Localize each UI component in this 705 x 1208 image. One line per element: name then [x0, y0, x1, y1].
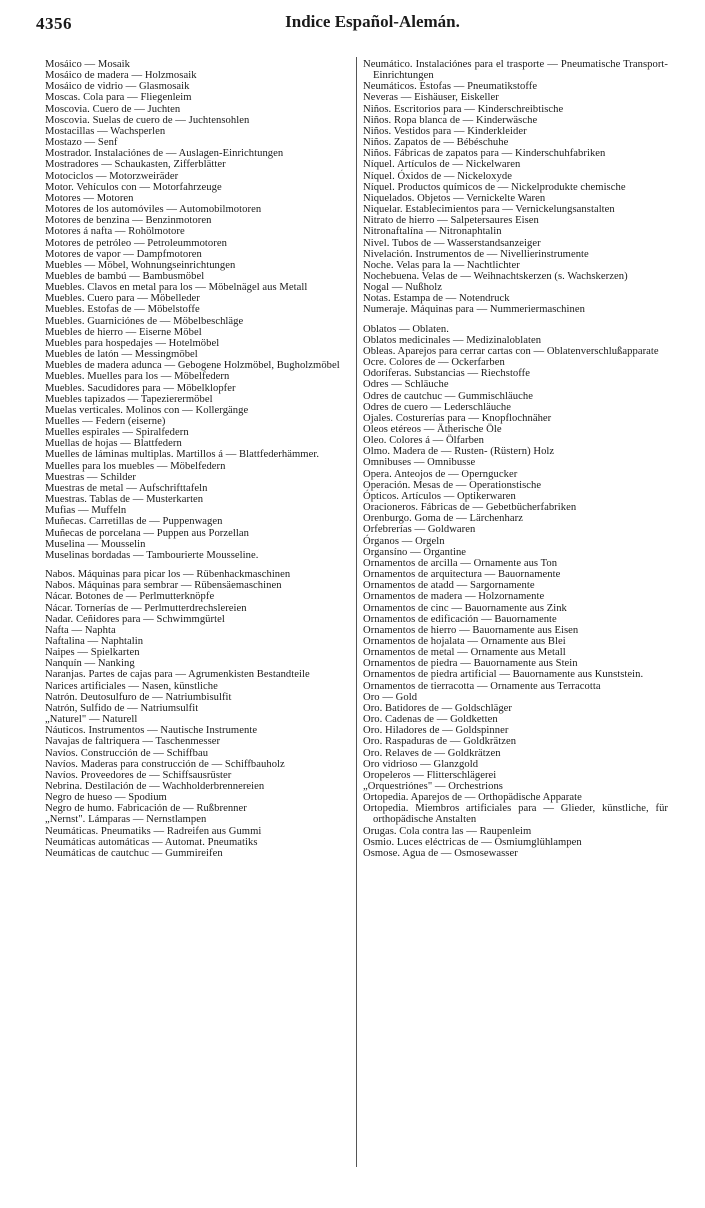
- index-entry: Moscas. Cola para — Fliegenleim: [45, 92, 192, 104]
- index-entry: Muestras — Schilder: [45, 471, 136, 483]
- index-entry: Muselinas bordadas — Tambourierte Mousseline.: [45, 549, 259, 561]
- index-entry: Muelles — Federn (eiserne): [45, 416, 166, 427]
- index-entry: Motores á nafta — Rohölmotore: [45, 226, 185, 238]
- index-entry: Ornamentos de hierro — Bauornamente aus Eisen: [363, 624, 579, 636]
- index-entry: Ornamentos de piedra — Bauornamente aus Stein: [363, 658, 578, 670]
- index-entry: Mufias — Muffeln: [45, 505, 127, 517]
- index-entry: Nabos. Máquinas para picar los — Rübenhackmaschinen: [45, 569, 291, 581]
- index-entry: Notas. Estampa de — Notendruck: [363, 293, 510, 305]
- index-entry: Osmose. Agua de — Osmosewasser: [363, 847, 518, 859]
- index-entry: Muebles de bambú — Bambusmöbel: [45, 270, 205, 282]
- index-entry: Muñecas de porcelana — Puppen aus Porzellan: [45, 527, 249, 539]
- index-entry: Muellas de hojas — Blattfedern: [45, 438, 182, 450]
- index-entry: Neumático. Instalaciónes para el trasporte — Pneumatische Transport-Einrichtungen: [363, 59, 668, 82]
- index-entry: Niños. Zapatos de — Bébéschuhe: [363, 137, 509, 149]
- index-entry: Muebles de latón — Messingmöbel: [45, 349, 198, 361]
- index-entry: Orenburgo. Goma de — Lärchenharz: [363, 513, 523, 525]
- index-entry: Muebles de hierro — Eiserne Möbel: [45, 326, 202, 338]
- index-entry: Mosáico de madera — Holzmosaik: [45, 70, 197, 82]
- index-entry: Ornamentos de piedra artificial — Bauornamente aus Kunststein.: [363, 669, 644, 681]
- index-entry: Numeraje. Máquinas para — Nummeriermaschinen: [363, 304, 585, 316]
- index-entry: Noche. Velas para la — Nachtlichter: [363, 259, 520, 271]
- index-entry: Neumáticas de cautchuc — Gummireifen: [45, 847, 223, 859]
- index-entry: Oropeleros — Flitterschlägerei: [363, 769, 497, 781]
- column-divider: [356, 57, 357, 1167]
- index-entry: Nebrina. Destilación de — Wachholderbrennereien: [45, 781, 265, 792]
- index-entry: Nochebuena. Velas de — Weihnachtskerzen (s. Wachskerzen): [363, 270, 628, 282]
- index-entry: Ornamentos de tierracotta — Ornamente aus Terracotta: [363, 680, 601, 692]
- index-entry: „Naturel" — Naturell: [45, 714, 138, 726]
- index-entry: Odoríferas. Substancias — Riechstoffe: [363, 368, 530, 380]
- index-entry: Olmo. Madera de — Rusten- (Rüstern) Holz: [363, 446, 555, 458]
- index-entry: Natrón, Sulfido de — Natriumsulfit: [45, 702, 199, 714]
- index-entry: Niños. Escritorios para — Kinderschreibtische: [363, 103, 564, 115]
- index-entry: Odres de cautchuc — Gummischläuche: [363, 390, 533, 402]
- index-entry: Odres — Schläuche: [363, 379, 449, 391]
- index-entry: Negro de hueso — Spodium: [45, 792, 167, 804]
- index-entry: Nácar. Tornerías de — Perlmutterdrechslereien: [45, 602, 247, 614]
- index-entry: Muestras. Tablas de — Musterkarten: [45, 494, 204, 506]
- index-entry: Motores de petróleo — Petroleummotoren: [45, 237, 227, 249]
- index-entry: Muebles tapizados — Tapezierermöbel: [45, 393, 213, 405]
- index-entry: Narices artificiales — Nasen, künstliche: [45, 680, 218, 692]
- index-entry: Ópticos. Artículos — Optikerwaren: [363, 490, 516, 502]
- index-entry: Navíos. Proveedores de — Schiffsausrüster: [45, 769, 232, 781]
- index-entry: Oro — Gold: [363, 691, 418, 703]
- index-entry: Muñecas. Carretillas de — Puppenwagen: [45, 516, 223, 528]
- index-entry: Nanquín — Nanking: [45, 658, 135, 670]
- index-entry: Navíos. Maderas para construcción de — Schiffbauholz: [45, 758, 285, 770]
- index-entry: Muelles de láminas multiplas. Martillos á — Blattfederhämmer.: [45, 449, 320, 461]
- index-entry: Muebles. Guarniciónes de — Möbelbeschläge: [45, 315, 244, 327]
- index-entry: Muebles. Clavos en metal para los — Möbelnägel aus Metall: [45, 282, 308, 294]
- index-entry: „Orquestriónes" — Orchestrions: [363, 781, 503, 792]
- index-entry: Muebles — Möbel, Wohnungseinrichtungen: [45, 259, 236, 271]
- index-entry: Muelas verticales. Molinos con — Kollergänge: [45, 404, 249, 416]
- index-entry: Organsíno — Organtine: [363, 546, 467, 558]
- index-entry: Oro. Hiladores de — Goldspinner: [363, 725, 509, 737]
- index-entry: Oro. Batidores de — Goldschläger: [363, 702, 512, 714]
- index-entry: Navajas de faltriquera — Taschenmesser: [45, 736, 221, 748]
- index-entry: Niños. Fábricas de zapatos para — Kinderschuhfabriken: [363, 148, 606, 160]
- right-column: [363, 59, 668, 859]
- index-entry: Nogal — Nußholz: [363, 282, 443, 294]
- index-entry: Naftalina — Naphtalin: [45, 635, 144, 647]
- index-entry: Niños. Vestidos para — Kinderkleider: [363, 125, 527, 137]
- index-entry: Mosáico — Mosaik: [45, 59, 130, 70]
- index-entry: Osmio. Luces eléctricas de — Osmiumglühlampen: [363, 836, 582, 848]
- index-entry: Oro. Cadenas de — Goldketten: [363, 714, 498, 726]
- index-entry: Níquel. Óxidos de — Nickeloxyde: [363, 170, 512, 182]
- index-entry: Nivelación. Instrumentos de — Nivellierinstrumente: [363, 248, 589, 260]
- index-entry: Níquel. Productos químicos de — Nickelprodukte chemische: [363, 181, 626, 193]
- index-entry: Orugas. Cola contra las — Raupenleim: [363, 825, 532, 837]
- index-entry: Motociclos — Motorzweiräder: [45, 170, 179, 182]
- index-entry: Mosáico de vidrio — Glasmosaik: [45, 81, 190, 93]
- index-entry: Ortopedia. Miembros artificiales para — Glieder, künstliche, für orthopädische Anstalten: [363, 803, 668, 826]
- index-entry: Operación. Mesas de — Operationstische: [363, 479, 542, 491]
- index-entry: Nivel. Tubos de — Wasserstandsanzeiger: [363, 237, 541, 249]
- index-entry: Muebles. Cuero para — Möbelleder: [45, 293, 200, 305]
- index-entry: Oro. Relaves de — Goldkrätzen: [363, 747, 501, 759]
- left-column: [45, 59, 355, 859]
- index-entry: Opera. Anteojos de — Operngucker: [363, 468, 518, 480]
- index-entry: Muestras de metal — Aufschrifttafeln: [45, 482, 208, 494]
- index-entry: Motores de vapor — Dampfmotoren: [45, 248, 202, 260]
- index-entry: Ocre. Colores de — Ockerfarben: [363, 357, 505, 369]
- index-entry: Oro. Raspaduras de — Goldkrätzen: [363, 736, 517, 748]
- index-entry: Muselina — Mousselin: [45, 538, 146, 550]
- index-entry: Muebles para hospedajes — Hotelmöbel: [45, 337, 220, 349]
- index-entry: Niquelar. Establecimientos para — Vernickelungsanstalten: [363, 204, 615, 216]
- index-entry: Muelles espirales — Spiralfedern: [45, 427, 189, 439]
- page-number: 4356: [36, 14, 72, 33]
- index-entry: Ornamentos de arcilla — Ornamente aus Ton: [363, 557, 558, 569]
- index-entry: Orfebrerías — Goldwaren: [363, 524, 476, 536]
- index-entry: Motores de los automóviles — Automobilmotoren: [45, 204, 262, 216]
- index-entry: Ojales. Costurerías para — Knopflochnäher: [363, 412, 552, 424]
- index-entry: „Nernst". Lámparas — Nernstlampen: [45, 814, 207, 826]
- index-entry: Mostradores — Schaukasten, Zifferblätter: [45, 159, 226, 171]
- index-entry: Muebles. Estofas de — Möbelstoffe: [45, 304, 200, 316]
- index-entry: Mostazo — Senf: [45, 137, 118, 149]
- index-entry: Ornamentos de cinc — Bauornamente aus Zink: [363, 602, 567, 614]
- index-entry: Motor. Vehículos con — Motorfahrzeuge: [45, 181, 222, 193]
- index-entry: Naranjas. Partes de cajas para — Agrumenkisten Bestandteile: [45, 669, 310, 681]
- index-entry: Oracioneros. Fábricas de — Gebetbücherfabriken: [363, 502, 577, 514]
- index-entry: Mostrador. Instalaciónes de — Auslagen-Einrichtungen: [45, 148, 284, 160]
- index-entry: Neumáticas automáticas — Automat. Pneumatiks: [45, 836, 258, 848]
- index-entry: Muebles. Sacudidores para — Möbelklopfer: [45, 382, 236, 394]
- index-entry: Ortopedia. Aparejos de — Orthopädische Apparate: [363, 792, 582, 804]
- index-entry: Ornamentos de atadd — Sargornamente: [363, 580, 535, 592]
- index-entry: Motores — Motoren: [45, 192, 134, 204]
- index-entry: Ornamentos de hojalata — Ornamente aus Blei: [363, 635, 566, 647]
- index-entry: Ornamentos de metal — Ornamente aus Metall: [363, 647, 566, 659]
- index-entry: Níquel. Artículos de — Nickelwaren: [363, 159, 521, 171]
- index-entry: Oleos etéreos — Ätherische Öle: [363, 424, 502, 435]
- index-entry: Nabos. Máquinas para sembrar — Rübensäemaschinen: [45, 580, 282, 592]
- index-entry: Obleas. Aparejos para cerrar cartas con — Oblatenverschlußapparate: [363, 345, 659, 357]
- index-entry: Moscovia. Suelas de cuero de — Juchtensohlen: [45, 114, 250, 126]
- index-entry: Neumáticas. Pneumatiks — Radreifen aus Gummi: [45, 825, 262, 837]
- index-entry: Natrón. Deutosulfuro de — Natriumbisulfit: [45, 691, 232, 703]
- index-entry: Mostacillas — Wachsperlen: [45, 125, 166, 137]
- index-entry: Nitrato de hierro — Salpetersaures Eisen: [363, 215, 539, 227]
- index-entry: Muebles. Muelles para los — Möbelfedern: [45, 371, 230, 383]
- index-entry: Niños. Ropa blanca de — Kinderwäsche: [363, 114, 538, 126]
- index-entry: Nadar. Ceñidores para — Schwimmgürtel: [45, 613, 225, 625]
- index-entry: Oleo. Colores á — Ölfarben: [363, 435, 485, 447]
- index-entry: Negro de humo. Fabricación de — Rußbrenner: [45, 803, 247, 815]
- index-entry: Náuticos. Instrumentos — Nautische Instrumente: [45, 725, 258, 737]
- index-entry: Naipes — Spielkarten: [45, 647, 140, 659]
- index-entry: Omnibuses — Omnibusse: [363, 457, 476, 469]
- index-entry: Ornamentos de arquitectura — Bauornamente: [363, 569, 561, 581]
- index-entry: Neumáticos. Estofas — Pneumatikstoffe: [363, 81, 538, 93]
- index-entry: Ornamentos de madera — Holzornamente: [363, 591, 545, 603]
- index-entry: Niquelados. Objetos — Vernickelte Waren: [363, 192, 546, 204]
- index-entry: Neveras — Eishäuser, Eiskeller: [363, 92, 499, 104]
- index-entry: Nitronaftalína — Nitronaphtalin: [363, 226, 502, 238]
- index-entry: Nafta — Naphta: [45, 624, 116, 636]
- index-entry: Ornamentos de edificación — Bauornamente: [363, 613, 557, 625]
- index-entry: Oro vidrioso — Glanzgold: [363, 758, 479, 770]
- index-entry: Odres de cuero — Lederschläuche: [363, 401, 512, 413]
- index-entry: Órganos — Orgeln: [363, 535, 445, 547]
- index-entry: Navíos. Construcción de — Schiffbau: [45, 747, 209, 759]
- index-entry: Oblatos — Oblaten.: [363, 323, 449, 335]
- index-entry: Muebles de madera adunca — Gebogene Holzmöbel, Bugholzmöbel: [45, 360, 340, 372]
- index-entry: Motores de benzina — Benzinmotoren: [45, 215, 212, 227]
- page-title: Indice Español-Alemán.: [285, 12, 460, 31]
- index-entry: Nácar. Botones de — Perlmutterknöpfe: [45, 591, 215, 603]
- index-entry: Moscovia. Cuero de — Juchten: [45, 103, 181, 115]
- index-entry: Oblatos medicinales — Medizinaloblaten: [363, 334, 542, 346]
- index-entry: Muelles para los muebles — Möbelfedern: [45, 460, 226, 472]
